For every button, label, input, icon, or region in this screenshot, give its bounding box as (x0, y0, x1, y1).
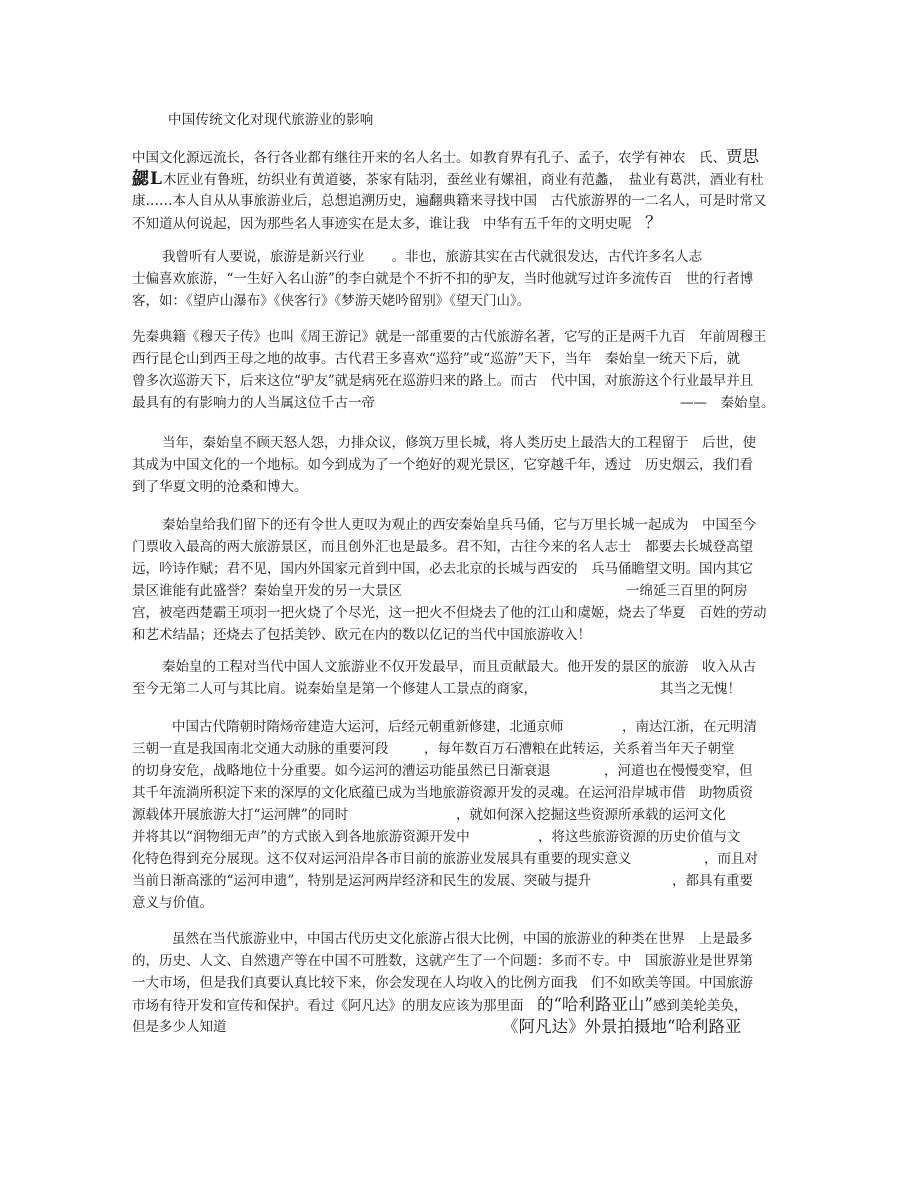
text-line (132, 760, 782, 782)
text-line: 我曾听有人要说，旅游是新兴行业 。非也，旅游其实在古代就很发达，古代许多名人志 (162, 249, 702, 265)
text-run: 其当之无愧！ (660, 681, 741, 697)
paragraph-3 (132, 326, 782, 414)
text-run: 景区谁能有此盛誉？秦始皇开发的另一大景区 (132, 583, 402, 599)
text-run-bold: 勰L (132, 169, 163, 189)
text-run: 至今无第二人可与其比肩。说秦始皇是第一个修建人工景点的商家， (132, 681, 537, 697)
text-run: 感到美轮美奂， (652, 998, 748, 1014)
text-run: ，将这些旅游资源的历史价值与文 (538, 829, 741, 845)
text-line (132, 580, 782, 602)
text-run: 的切身安危，战略地位十分重要。如今运河的漕运功能虽然已日渐衰退 (132, 763, 551, 779)
text-run: 化特色得到充分展现。这不仅对运河沿岸各市目前的旅游业发展具有重要的现实意义 (132, 851, 632, 867)
text-line: 秦始皇给我们留下的还有令世人更叹为观止的西安秦始皇兵马俑，它与万里长城一起成为 中国至今 (162, 517, 756, 533)
text-run: 市场有待开发和宣传和保护。看过《阿凡达》的朋友应该为那里面 (132, 998, 537, 1014)
paragraph-8 (132, 928, 782, 1038)
text-line: 其千年流淌所积淀下来的深厚的文化底蕴已成为当地旅游资源开发的灵魂。在运河沿岸城市借 助物质资 (132, 785, 753, 801)
text-run: ，每年数百万石漕粮在此转运，关系着当年天子朝堂 (424, 741, 735, 757)
document-title: 中国传统文化对现代旅游业的影响 (168, 112, 374, 128)
text-run: 中国文化源远流长，各行各业都有继往开来的名人名士。如教育界有孔子、孟子，农学有神农 氏、 (132, 150, 726, 166)
text-line: 其成为中国文化的一个地标。如今到成为了一个绝好的观光景区，它穿越千年，透过 历史烟云，我们看 (132, 457, 753, 473)
text-run: 源载体开展旅游大打“运河牌”的同时 (132, 807, 349, 823)
text-run-large: 贾思 (726, 147, 759, 166)
text-line: 的，历史、人文、自然遗产等在中国不可胜数，这就产生了一个问题：多而不专。中 国旅游业是世界第 (132, 953, 753, 969)
text-run: ，就如何深入挖掘这些资源所承载的运河文化 (456, 807, 726, 823)
text-run: ，南达江浙，在元明清 (622, 719, 757, 735)
text-run: 木匠业有鲁班，纺织业有黄道婆，茶家有陆羽，蚕丝业有嫘祖，商业有范蠡， 盐业有葛洪，酒业有杜 (162, 172, 764, 188)
paragraph-7 (132, 716, 782, 914)
text-line: 远，吟诗作赋；君不见，国内外国家元首到中国，必去北京的长城与西安的 兵马俑瞻望文明。国内其它 (132, 561, 753, 577)
paragraph-6 (132, 656, 782, 700)
text-line: 士偏喜欢旅游，“一生好入名山游”的李白就是个不折不扣的驴友，当时他就写过许多流传百 世的行者博 (132, 271, 754, 287)
text-line: 门票收入最高的两大旅游景区，而且创外汇也是最多。君不知，古往今来的名人志士 都要去长城登高望 (132, 539, 753, 555)
text-line (132, 392, 782, 414)
text-line: 一大市场，但是我们真要认真比较下来，你会发现在人均收入的比例方面我 们不如欧美等国。中国旅游 (132, 975, 753, 991)
text-line: 西行昆仑山到西王母之地的故事。古代君王多喜欢“巡狩”或“巡游”天下，当年 秦始皇一统天下后，就 (132, 351, 741, 367)
paragraph-2 (132, 246, 782, 312)
text-line: 意义与价值。 (132, 895, 213, 911)
text-line (132, 678, 782, 700)
text-line (132, 716, 782, 738)
text-line: 当年，秦始皇不顾天怒人怨，力排众议，修筑万里长城，将人类历史上最浩大的工程留于 后世，使 (162, 435, 756, 451)
text-run-large: 《阿凡达》外景拍摄地“哈利路亚 (502, 1017, 742, 1036)
text-line (132, 212, 782, 234)
text-line (132, 168, 782, 190)
text-line: 客，如：《望庐山瀑布》《侠客行》《梦游天姥吟留别》《望天门山》。 (132, 293, 531, 309)
text-run: 最具有的有影响力的人当属这位千古一帝 (132, 395, 375, 411)
text-line: 秦始皇的工程对当代中国人文旅游业不仅开发最早，而且贡献最大。他开发的景区的旅游 收入从古 (162, 659, 756, 675)
text-line (132, 804, 782, 826)
text-run: ，而且对 (704, 851, 758, 867)
text-run: 并将其以“润物细无声”的方式嵌入到各地旅游资源开发中 (132, 829, 470, 845)
text-line: 到了华夏文明的沧桑和博大。 (132, 479, 308, 495)
paragraph-5 (132, 514, 782, 646)
text-line (132, 146, 782, 168)
text-run: ，都具有重要 (672, 873, 753, 889)
text-line: 和艺术结晶；还烧去了包括美钞、欧元在内的数以亿记的当代中国旅游收入！ (132, 627, 591, 643)
paragraph-4 (132, 432, 782, 498)
text-line: 宫，被亳西楚霸王项羽一把火烧了个尽光，这一把火不但烧去了他的江山和虞姬，烧去了华夏 百姓的劳动 (132, 605, 767, 621)
text-line (132, 826, 782, 848)
text-run-large: ？ (645, 213, 662, 233)
text-run-large: 的“哈利路亚山” (537, 995, 653, 1014)
text-run: ，河道也在慢慢变窄，但 (604, 763, 753, 779)
text-run: 一绵延三百里的阿房 (626, 583, 748, 599)
text-line (132, 1016, 782, 1038)
text-line (132, 994, 782, 1016)
text-run: 但是多少人知道 (132, 1019, 227, 1035)
text-line: 康……本人自从从事旅游业后，总想追溯历史，遍翻典籍来寻找中国 古代旅游界的一二名人，可是时常又 (132, 193, 767, 209)
text-line: 曾多次巡游天下，后来这位“驴友”就是病死在巡游归来的路上。而古 代中国，对旅游这个行业最早并且 (132, 373, 754, 389)
text-run: 不知道从何说起，因为那些名人事迹实在是太多，谁让我 中华有五千年的文明史呢 (132, 216, 645, 232)
text-line (132, 738, 782, 760)
text-line (132, 848, 782, 870)
paragraph-1 (132, 146, 782, 234)
text-line: 先秦典籍《穆天子传》也叫《周王游记》就是一部重要的古代旅游名著，它写的正是两千九百 年前周穆王 (132, 329, 767, 345)
text-run: 当前日渐高涨的“运河申遗”，特别是运河两岸经济和民生的发展、突破与提升 (132, 873, 592, 889)
text-line (132, 870, 782, 892)
text-line: 虽然在当代旅游业中，中国古代历史文化旅游占很大比例，中国的旅游业的种类在世界 上是最多 (172, 931, 753, 947)
text-run: 中国古代隋朝时隋炀帝建造大运河，后经元朝重新修建，北通京师 (172, 719, 564, 735)
text-run: 三朝一直是我国南北交通大动脉的重要河段 (132, 741, 389, 757)
text-run: —— 秦始皇。 (680, 395, 775, 411)
